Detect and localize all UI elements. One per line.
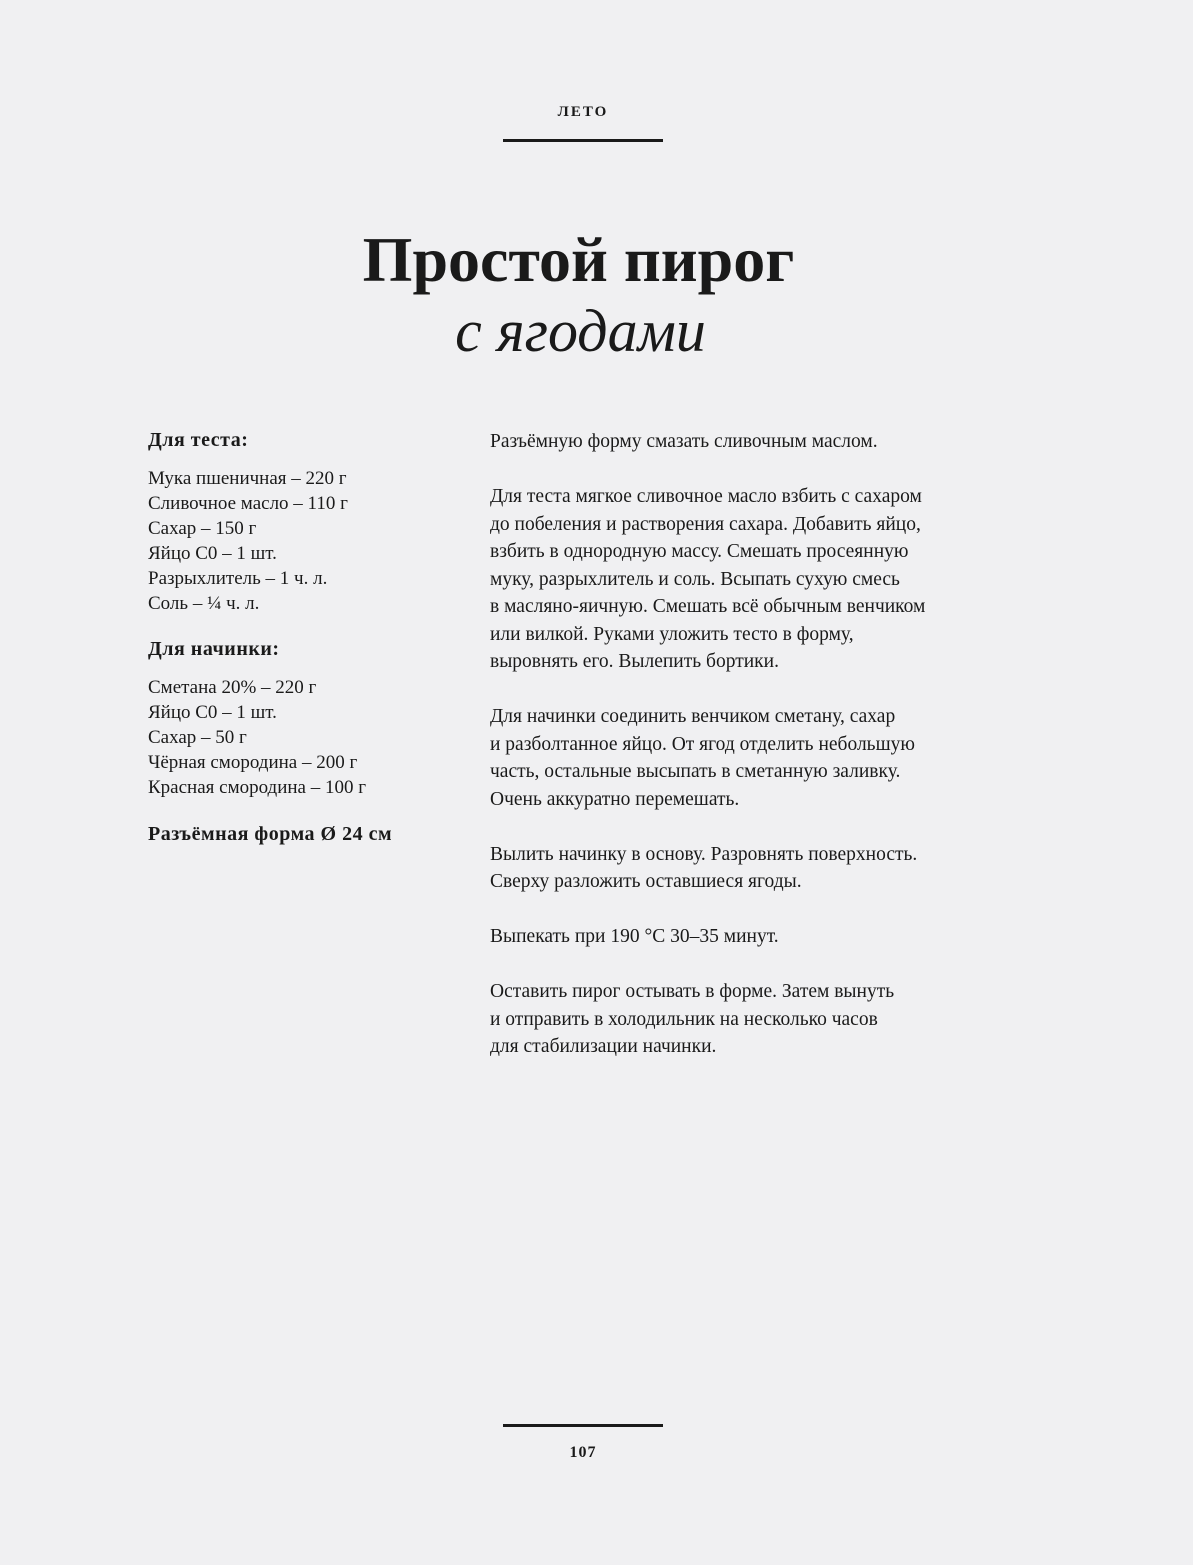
filling-heading: Для начинки: [148,638,280,660]
ingredient-item: Разрыхлитель – 1 ч. л. [148,568,328,589]
ingredient-item: Красная смородина – 100 г [148,777,367,798]
recipe-subtitle: с ягодами [455,298,706,364]
page-number: 107 [569,1444,597,1461]
pan-size-note: Разъёмная форма Ø 24 см [148,823,393,845]
method-step: Вылить начинку в основу. Разровнять поверхность. Сверху разложить оставшиеся ягоды. [490,843,918,892]
ingredient-item: Сахар – 150 г [148,518,257,539]
method-step: Разъёмную форму смазать сливочным маслом. [490,431,878,452]
recipe-title: Простой пирог [362,224,795,295]
ingredient-item: Чёрная смородина – 200 г [148,752,358,773]
method-step: Оставить пирог остывать в форме. Затем вынуть и отправить в холодильник на несколько часов для стабилизации начинки. [490,981,895,1057]
ingredient-item: Мука пшеничная – 220 г [148,468,347,489]
dough-ingredients [148,466,468,616]
ingredient-item: Яйцо С0 – 1 шт. [148,702,277,723]
method-column [490,428,1030,1088]
ingredient-item: Сметана 20% – 220 г [148,677,317,698]
dough-heading: Для теста: [148,429,249,451]
filling-ingredients [148,675,468,800]
section-label: ЛЕТО [557,104,609,120]
method-step: Для теста мягкое сливочное масло взбить с сахаром до побеления и растворения сахара. Добавить яйцо, взбить в однородную массу. Смешать просеянную муку, разрыхлитель и соль. Всыпать сухую смесь в масляно-яичную. Смешать всё обычным венчиком или вилкой. Руками уложить тесто в форму, выровнять его. Вылепить бортики. [490,486,926,672]
ingredient-item: Яйцо С0 – 1 шт. [148,543,277,564]
method-step: Для начинки соединить венчиком сметану, сахар и разболтанное яйцо. От ягод отделить небольшую часть, остальные высыпать в сметанную заливку. Очень аккуратно перемешать. [490,706,915,810]
ingredient-item: Соль – ¼ ч. л. [148,593,260,614]
ingredient-item: Сахар – 50 г [148,727,247,748]
ingredients-column [148,428,468,847]
ingredient-item: Сливочное масло – 110 г [148,493,348,514]
header-rule [503,139,663,142]
method-step: Выпекать при 190 °С 30–35 минут. [490,926,779,947]
footer-rule [503,1424,663,1427]
